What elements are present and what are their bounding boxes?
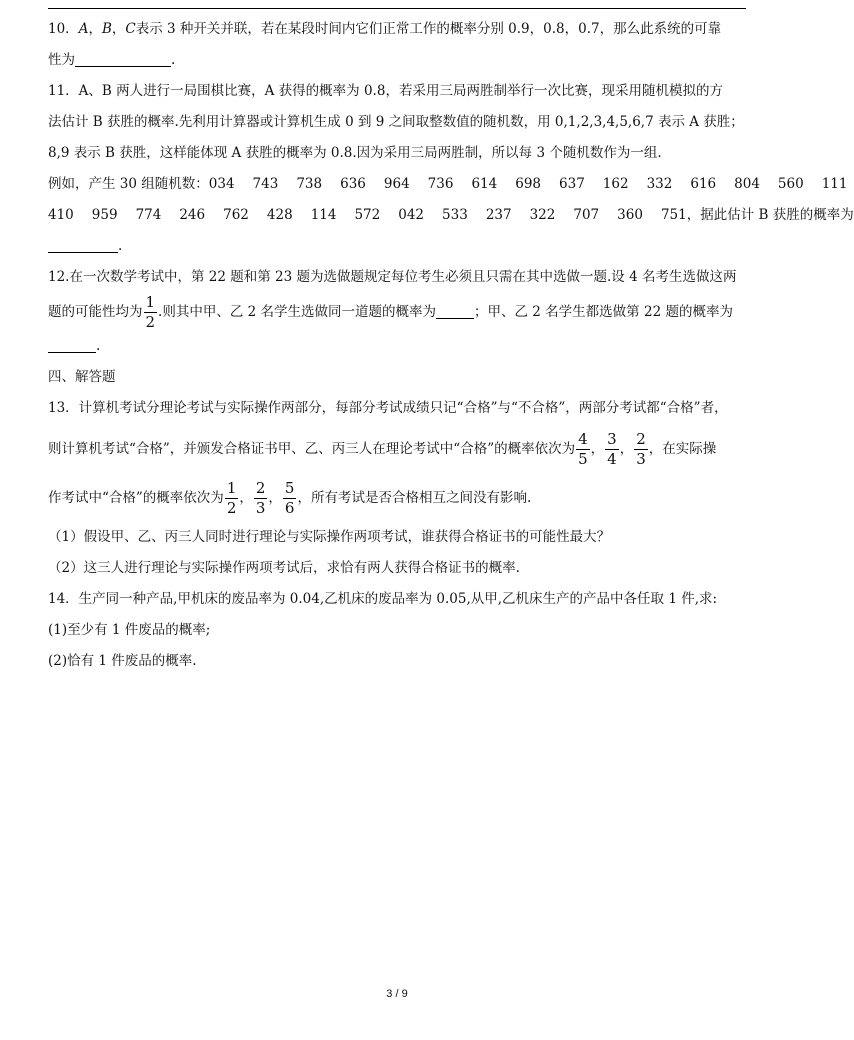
q10-var-c: C	[125, 21, 136, 37]
fraction	[283, 481, 297, 516]
random-number: 762	[223, 207, 249, 223]
random-number: 616	[690, 176, 717, 192]
random-number: 614	[471, 176, 498, 192]
q11-random-numbers-row-2	[48, 207, 687, 223]
top-rule	[48, 8, 746, 9]
q12-line-1: 12.在一次数学考试中，第 22 题和第 23 题为选做题规定每位考生必须且只需在其中选做一题.设 4 名考生选做这两	[48, 269, 737, 285]
random-number: 804	[734, 176, 760, 192]
random-number: 707	[573, 207, 600, 223]
page-number: 3 / 9	[386, 988, 408, 1000]
fraction	[605, 432, 619, 467]
q11-line-4: 例如，产生 30 组随机数：034 743 738 636 964 736 614 698 637 162 332 616 804 560 111	[48, 169, 746, 200]
random-number: 360	[617, 207, 643, 223]
fraction-numerator: 5	[284, 479, 295, 497]
q13-line-2: 则计算机考试“合格”，并颁发合格证书甲、乙、丙三人在理论考试中“合格”的概率依次为 $\frac{4}{5}$ ， $\frac{3}{4}$ ， $\frac{2}{3}$ ，在实际操	[48, 430, 717, 468]
random-number: 743	[252, 176, 279, 192]
q10-text: 表示 3 种开关并联，若在某段时间内它们正常工作的概率分别 0.9，0.8，0.7，那么此系统的可靠	[135, 21, 722, 37]
fraction-numerator: 3	[607, 430, 617, 448]
q10-line-1: 10．A，B，C表示 3 种开关并联，若在某段时间内它们正常工作的概率分别 0.9，0.8，0.7，那么此系统的可靠	[48, 21, 722, 37]
fraction-numerator: 2	[636, 430, 646, 448]
page-content	[48, 14, 854, 677]
q12-line-2: 题的可能性均为 $\frac{1}{2}$ .则其中甲、乙 2 名学生选做同一道题的概率为 ；甲、乙 2 名学生都选做第 22 题的概率为	[48, 293, 733, 331]
fraction-denominator: 3	[636, 450, 646, 468]
random-number: 964	[383, 176, 410, 192]
separator: ，	[590, 441, 605, 457]
q13-part-1: （1）假设甲、乙、丙三人同时进行理论与实际操作两项考试，谁获得合格证书的可能性最大？	[48, 529, 611, 545]
q14-part-1: (1)至少有 1 件废品的概率;	[48, 622, 211, 638]
random-number: 237	[485, 207, 512, 223]
separator: ，	[239, 490, 253, 506]
q12-fraction: $\frac{1}{2}$	[145, 293, 156, 331]
q12-answer-blank-2	[48, 336, 96, 353]
random-number: 246	[179, 207, 206, 223]
q11-random-numbers-row-1	[209, 176, 848, 192]
random-number: 410	[48, 207, 74, 223]
q14-line-1: 14．生产同一种产品,甲机床的废品率为 0.04,乙机床的废品率为 0.05,从甲,乙机床生产的产品中各任取 1 件,求:	[48, 591, 718, 607]
q13-line-1: 13．计算机考试分理论考试与实际操作两部分，每部分考试成绩只记“合格”与“不合格”，两部分考试都“合格”者，	[48, 400, 728, 416]
fraction-numerator: 4	[578, 430, 588, 448]
section-heading: 四、解答题	[48, 369, 116, 385]
fraction-denominator: 4	[607, 450, 617, 468]
random-number: 322	[529, 207, 556, 223]
separator: ，	[619, 441, 634, 457]
random-number: 751	[660, 207, 687, 223]
random-number: 736	[427, 176, 454, 192]
q14-part-2: (2)恰有 1 件废品的概率.	[48, 653, 197, 669]
fraction-numerator: 2	[255, 479, 266, 497]
fraction-denominator: 5	[578, 450, 588, 468]
random-number: 959	[91, 207, 118, 223]
random-number: 034	[208, 176, 235, 192]
fraction-numerator: 1	[226, 479, 237, 497]
q11-line-6: .	[48, 231, 746, 262]
random-number: 533	[442, 207, 468, 223]
random-number: 332	[646, 176, 673, 192]
fraction	[254, 481, 268, 516]
random-number: 774	[135, 207, 162, 223]
q13-part-2: （2）这三人进行理论与实际操作两项考试后，求恰有两人获得合格证书的概率.	[48, 560, 520, 576]
q10-var-a: A	[78, 21, 89, 37]
random-number: 111	[821, 176, 848, 192]
q10-number: 10．	[48, 21, 79, 37]
q11-line-5: 410 959 774 246 762 428 114 572 042 533 237 322 707 360 751，据此估计 B 获胜的概率为	[48, 200, 746, 231]
fraction	[576, 432, 590, 467]
random-number: 162	[602, 176, 629, 192]
fraction-denominator: 2	[226, 499, 237, 517]
q13-practice-probabilities	[224, 479, 298, 517]
q10-answer-blank	[75, 50, 171, 67]
random-number: 428	[266, 207, 293, 223]
random-number: 572	[354, 207, 381, 223]
fraction	[634, 432, 648, 467]
q12-answer-blank-1	[436, 302, 474, 319]
fraction	[225, 481, 239, 516]
random-number: 637	[559, 176, 585, 192]
random-number: 114	[310, 207, 337, 223]
q13-theory-probabilities	[575, 430, 649, 468]
random-number: 636	[340, 176, 366, 192]
q10-line-2: 性为 .	[48, 52, 176, 68]
random-number: 698	[515, 176, 542, 192]
separator: ，	[268, 490, 282, 506]
random-number: 560	[777, 176, 804, 192]
q10-var-b: B	[101, 21, 112, 37]
fraction-denominator: 3	[255, 499, 266, 517]
q11-line-1: 11．A、B 两人进行一局围棋比赛，A 获得的概率为 0.8，若采用三局两胜制举行一次比赛，现采用随机模拟的方	[48, 83, 723, 99]
fraction-denominator: 6	[284, 499, 295, 517]
q11-answer-blank	[48, 236, 118, 253]
random-number: 738	[296, 176, 323, 192]
q13-line-3: 作考试中“合格”的概率依次为 $\frac{1}{2}$ ， $\frac{2}{3}$ ， $\frac{5}{6}$ ，所有考试是否合格相互之间没有影响.	[48, 479, 532, 517]
q11-line-2: 法估计 B 获胜的概率.先利用计算器或计算机生成 0 到 9 之间取整数值的随机数，用 0,1,2,3,4,5,6,7 表示 A 获胜；	[48, 114, 744, 130]
q11-line-3: 8,9 表示 B 获胜，这样能体现 A 获胜的概率为 0.8.因为采用三局两胜制，所以每 3 个随机数作为一组.	[48, 145, 662, 161]
random-number: 042	[398, 207, 425, 223]
q12-line-3: .	[48, 331, 746, 362]
